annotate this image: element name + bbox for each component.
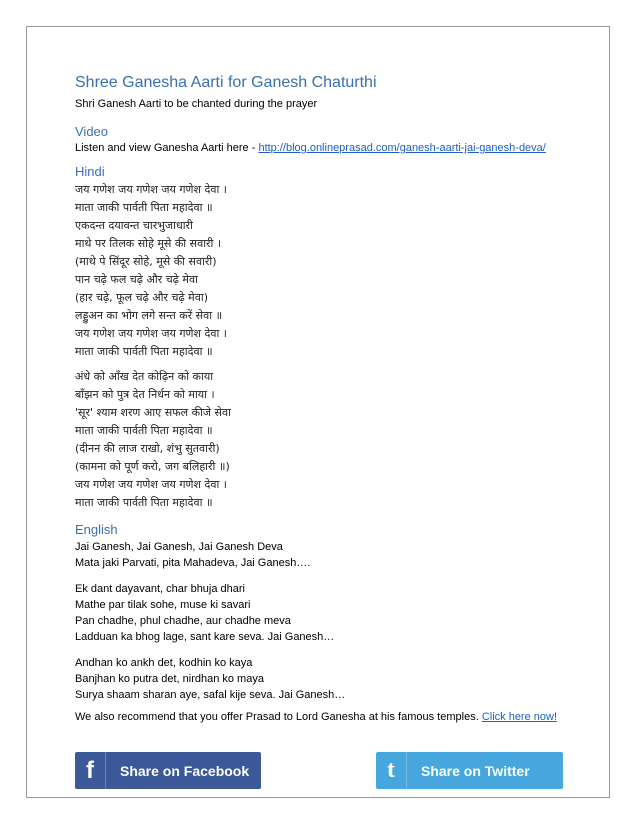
- video-link[interactable]: http://blog.onlineprasad.com/ganesh-aarti-jai-ganesh-deva/: [258, 142, 546, 154]
- hindi-line: जय गणेश जय गणेश जय गणेश देवा ।: [75, 327, 227, 340]
- hindi-line: माथे पर तिलक सोहे मूसे की सवारी ।: [75, 237, 222, 250]
- hindi-line: (माथे पे सिंदूर सोहे, मूसे की सवारी): [75, 255, 217, 268]
- facebook-icon: f: [86, 756, 94, 784]
- english-line: Andhan ko ankh det, kodhin ko kaya: [75, 657, 253, 669]
- page-subtitle: Shri Ganesh Aarti to be chanted during the prayer: [75, 98, 318, 110]
- hindi-line: माता जाकी पार्वती पिता महादेवा ॥: [75, 201, 213, 214]
- english-line: Jai Ganesh, Jai Ganesh, Jai Ganesh Deva: [75, 541, 283, 553]
- english-heading: English: [75, 522, 118, 537]
- english-line: Pan chadhe, phul chadhe, aur chadhe meva: [75, 615, 291, 627]
- hindi-line: माता जाकी पार्वती पिता महादेवा ॥: [75, 424, 213, 437]
- share-facebook-button[interactable]: [75, 752, 261, 789]
- english-line: Mata jaki Parvati, pita Mahadeva, Jai Ganesh….: [75, 557, 311, 569]
- recommend-text-body: We also recommend that you offer Prasad to Lord Ganesha at his famous temples.: [75, 711, 482, 723]
- hindi-line: 'सूर' श्याम शरण आए सफल कीजे सेवा: [75, 406, 231, 419]
- english-line: Mathe par tilak sohe, muse ki savari: [75, 599, 251, 611]
- click-here-link[interactable]: Click here now!: [481, 711, 558, 723]
- hindi-line: (कामना को पूर्ण करो, जग बलिहारी ॥): [75, 460, 230, 473]
- english-line: Ek dant dayavant, char bhuja dhari: [75, 583, 246, 595]
- page-title: Shree Ganesha Aarti for Ganesh Chaturthi: [75, 74, 377, 91]
- hindi-line: माता जाकी पार्वती पिता महादेवा ॥: [75, 345, 213, 358]
- video-text: [75, 142, 546, 154]
- share-facebook-label: Share on Facebook: [120, 762, 250, 779]
- hindi-line: माता जाकी पार्वती पिता महादेवा ॥: [75, 496, 213, 509]
- recommend-text: [75, 711, 557, 723]
- hindi-line: लड्डुअन का भोग लगे सन्त करें सेवा ॥: [75, 309, 223, 322]
- english-line: Ladduan ka bhog lage, sant kare seva. Jai Ganesh…: [75, 631, 335, 643]
- hindi-line: अंधे को आँख देत कोढ़िन को काया: [75, 370, 214, 383]
- hindi-line: जय गणेश जय गणेश जय गणेश देवा ।: [75, 183, 227, 196]
- hindi-heading: Hindi: [75, 164, 105, 179]
- english-line: Banjhan ko putra det, nirdhan ko maya: [75, 673, 264, 685]
- share-twitter-button[interactable]: [376, 752, 563, 789]
- hindi-line: जय गणेश जय गणेश जय गणेश देवा ।: [75, 478, 227, 491]
- english-line: Surya shaam sharan aye, safal kije seva. Jai Ganesh…: [75, 689, 346, 701]
- twitter-icon: t: [387, 757, 395, 783]
- share-twitter-label: Share on Twitter: [421, 762, 530, 779]
- hindi-line: बाँझन को पुत्र देत निर्धन को माया ।: [75, 388, 215, 401]
- hindi-line: (हार चढ़े, फूल चढ़े और चढ़े मेवा): [75, 291, 209, 304]
- hindi-line: (दीनन की लाज राखो, शंभु सुतवारी): [75, 442, 220, 455]
- video-heading: Video: [75, 124, 109, 139]
- video-text-prefix: Listen and view Ganesha Aarti here -: [75, 142, 259, 154]
- hindi-line: पान चढ़े फल चढ़े और चढ़े मेवा: [75, 273, 198, 286]
- hindi-line: एकदन्त दयावन्त चारभुजाधारी: [75, 219, 193, 232]
